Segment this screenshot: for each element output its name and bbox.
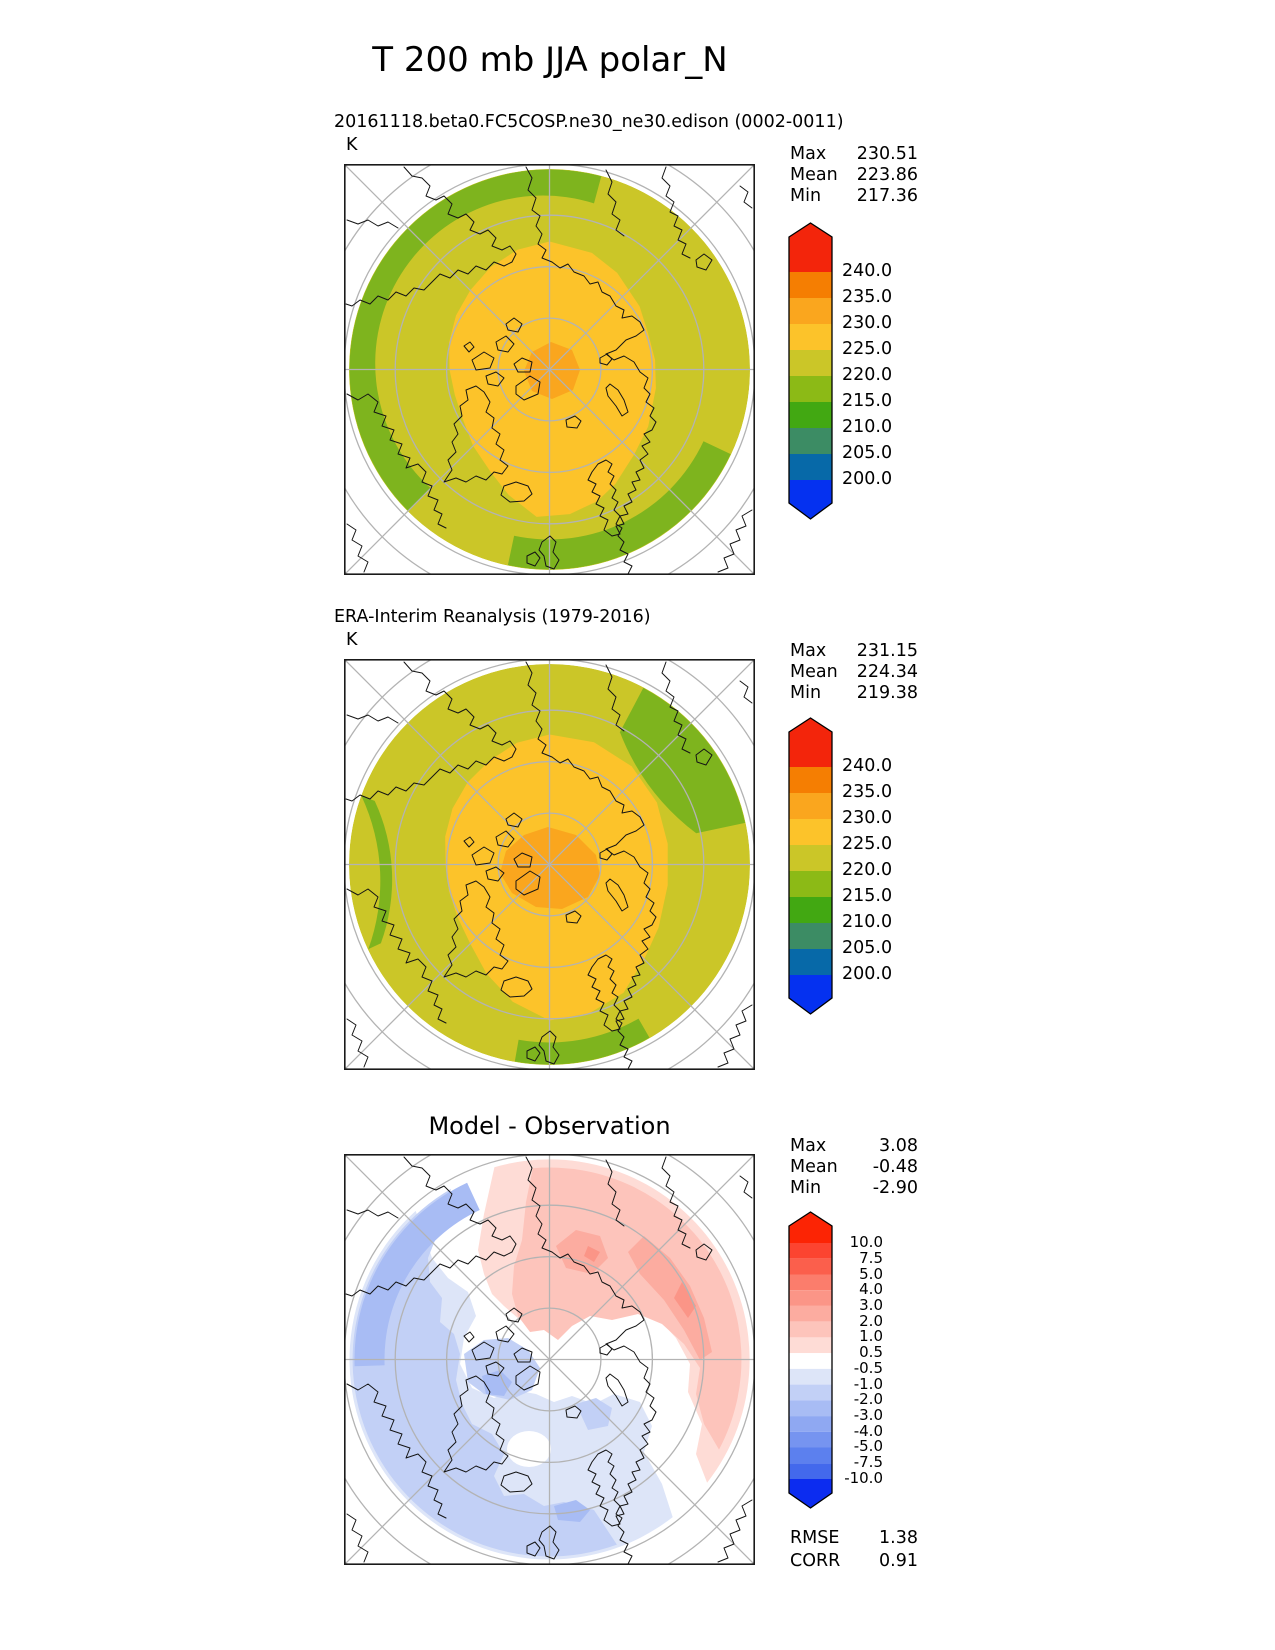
- colorbar-tick: -5.0: [853, 1437, 883, 1455]
- map-model-contour-plot: [344, 164, 755, 575]
- colorbar-tick: 230.0: [842, 313, 893, 333]
- graticule: [344, 1154, 755, 1565]
- stat-row: [790, 1157, 918, 1177]
- stat-row: [790, 186, 918, 206]
- stat-value: 230.51: [856, 144, 918, 164]
- colorbar-tick: 215.0: [842, 391, 893, 411]
- colorbar-tick: -2.0: [853, 1390, 883, 1408]
- stat-row: [790, 662, 918, 682]
- panel1-subtitle: 20161118.beta0.FC5COSP.ne30_ne30.edison (0002-0011): [334, 112, 844, 132]
- colorbar-tick: -0.5: [853, 1359, 883, 1377]
- stat-label: Max: [790, 144, 827, 164]
- stat-row: [790, 641, 918, 661]
- stat-label: Min: [790, 1178, 822, 1198]
- colorbar-tick: 215.0: [842, 886, 893, 906]
- colorbar-tick: 3.0: [859, 1296, 883, 1314]
- stat-row: [790, 144, 918, 164]
- colorbar-tick: 235.0: [842, 287, 893, 307]
- stat-label: Mean: [790, 1157, 838, 1177]
- stat-label: Max: [790, 641, 827, 661]
- stat-label: Min: [790, 186, 822, 206]
- colorbar-tick: -3.0: [853, 1406, 883, 1424]
- figure-title: T 200 mb JJA polar_N: [372, 40, 728, 80]
- colorbar-tick: 225.0: [842, 339, 893, 359]
- colorbar-tick: 5.0: [859, 1265, 883, 1283]
- colorbar-tick: 1.0: [859, 1327, 883, 1345]
- stat-label: Min: [790, 683, 822, 703]
- stat-label: RMSE: [790, 1528, 840, 1548]
- stat-row-corr: [790, 1551, 918, 1571]
- stat-row: [790, 683, 918, 703]
- colorbar-tick: 4.0: [859, 1280, 883, 1298]
- stat-value: 224.34: [856, 662, 918, 682]
- panel1-units-label: K: [346, 135, 358, 155]
- colorbar-tick: 225.0: [842, 834, 893, 854]
- colorbar-tick: 2.0: [859, 1312, 883, 1330]
- stat-value: -0.48: [872, 1157, 918, 1177]
- map-difference-contour-plot: [344, 1154, 755, 1565]
- colorbar-tick: 10.0: [849, 1233, 883, 1251]
- stat-value: 217.36: [856, 186, 918, 206]
- colorbar-tick: 205.0: [842, 938, 893, 958]
- stat-value: 0.91: [879, 1551, 918, 1571]
- stat-value: -2.90: [872, 1178, 918, 1198]
- stat-row: [790, 1178, 918, 1198]
- stat-value: 219.38: [856, 683, 918, 703]
- colorbar-tick: 240.0: [842, 261, 893, 281]
- colorbar-tick: 220.0: [842, 365, 893, 385]
- stat-row: [790, 165, 918, 185]
- stat-label: Mean: [790, 165, 838, 185]
- panel2-units-label: K: [346, 630, 358, 650]
- panel2-subtitle: ERA-Interim Reanalysis (1979-2016): [334, 607, 651, 627]
- stat-row-rmse: [790, 1528, 918, 1548]
- colorbar-tick: 200.0: [842, 964, 893, 984]
- colorbar-tick: -10.0: [844, 1469, 883, 1487]
- stat-value: 1.38: [879, 1528, 918, 1548]
- map-observation-contour-plot: [344, 659, 755, 1070]
- colorbar-tick: 240.0: [842, 756, 893, 776]
- colorbar-tick: 7.5: [859, 1249, 883, 1267]
- graticule: [344, 659, 755, 1070]
- stat-label: Max: [790, 1136, 827, 1156]
- colorbar-tick: 210.0: [842, 912, 893, 932]
- colorbar-tick: 230.0: [842, 808, 893, 828]
- stat-value: 3.08: [879, 1136, 918, 1156]
- colorbar-tick: 220.0: [842, 860, 893, 880]
- stat-value: 231.15: [856, 641, 918, 661]
- stat-value: 223.86: [856, 165, 918, 185]
- stat-label: Mean: [790, 662, 838, 682]
- stat-label: CORR: [790, 1551, 841, 1571]
- colorbar-tick: 200.0: [842, 469, 893, 489]
- colorbar-temperature-model: [788, 221, 834, 523]
- panel3-title: Model - Observation: [428, 1112, 671, 1140]
- colorbar-tick: 210.0: [842, 417, 893, 437]
- colorbar-tick: 0.5: [859, 1343, 883, 1361]
- colorbar-tick: -4.0: [853, 1422, 883, 1440]
- colorbar-tick: 235.0: [842, 782, 893, 802]
- colorbar-temperature-observation: [788, 716, 834, 1018]
- colorbar-tick: -7.5: [853, 1453, 883, 1471]
- graticule: [344, 164, 755, 575]
- colorbar-tick: -1.0: [853, 1375, 883, 1393]
- colorbar-tick: 205.0: [842, 443, 893, 463]
- stat-row: [790, 1136, 918, 1156]
